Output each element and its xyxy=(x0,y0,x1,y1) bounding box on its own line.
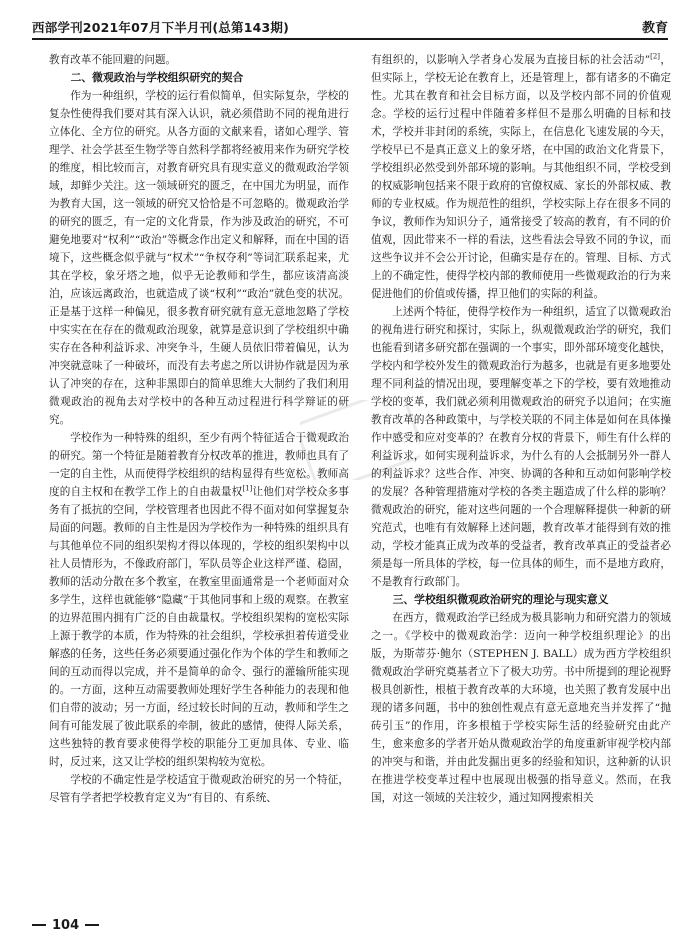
journal-issue-title: 西部学刊2021年07月下半月刊(总第143期) xyxy=(32,20,290,35)
paragraph: 在西方，微观政治学已经成为极具影响力和研究潜力的领域之一。《学校中的微观政治学：迈向一种学校组织理论》的出版，为斯蒂芬·鲍尔（STEPHEN J. BALL）成为西方学校组织微观政治学研究奠基者立下了极大功劳。书中所提到的理论视野极具创新性，根植于教育改革的大环境，也关照了教育发展中出现的诸多问题，书中的独创性观点有意无意地充当并发挥了“抛砖引玉”的作用，许多根植于学校实际生活的经验研究由此产生，愈来愈多的学者开始从微观政治学的角度重新审视学校内部的冲突与和谐，并由此发掘出更多的经验和知识，这种新的认识在推进学校变革过程中也展现出极强的指导意义。然而，在我国，对这一领域的关注较少，通过知网搜索相关 xyxy=(371,612,671,804)
running-header xyxy=(32,16,668,40)
paragraph xyxy=(49,429,349,771)
paragraph-text: 学校作为一种特殊的组织，至少有两个特征适合于微观政治的研究。第一个特征是随着教育分权改革的推进，教师也具有了一定的自主性，从而使得学校组织的结构显得有些宽松。教师高度的自主权和在教学工作上的自由裁量权 xyxy=(49,432,349,498)
paragraph xyxy=(371,51,671,303)
right-column xyxy=(371,51,671,909)
paragraph-text: 让他们对学校众多事务有了抵抗的空间，学校管理者也因此不得不面对如何掌握复杂局面的问题。教师的自主性是因为学校作为一种特殊的组织具有与其他单位不同的组织架构才得以体现的，学校的组织架构中以社人员情形为，不像政府部门，军队员等企业这样严谨、稳固，教师的活动分散在多个教室，在教室里面通常是一个老师面对众多学生，这样也就能够“隐藏”于其他同事和上级的观察。在教室的边界范围内拥有广泛的自由裁量权。学校组织架构的宽松实际上源于教学的本质，作为特殊的社会组织，学校承担着传道受业解惑的任务，这些任务必须要通过强化作为个体的学生和教师之间的互动而得以完成，并不是简单的命令、强行的灌输所能实现的。一方面，这种互动需要教师处理好学生各种能力的表现和他们自带的波动；另一方面，经过较长时间的互动，教师和学生之间有可能发展了彼此联系的牵制，彼此的感情，使得人际关系，这些独特的教育要求使得学校的职能分工更加具体、专业、临时，反过来，这又让学校的组织架构较为宽松。 xyxy=(49,486,349,768)
section-label: 教育 xyxy=(641,21,668,36)
paragraph: 学校的不确定性是学校适宜于微观政治研究的另一个特征，尽管有学者把学校教育定义为“有目的、有系统、 xyxy=(49,774,349,804)
page-footer xyxy=(32,915,99,935)
footer-dash-left xyxy=(32,924,46,926)
paragraph: 作为一种组织，学校的运行看似简单，但实际复杂，学校的复杂性使得我们要对其有深入认识，就必须借助不同的视角进行立体化、全方位的研究。从各方面的文献来看，诸如心理学、管理学、社会学甚至生物学等自然科学都将经被用来作为研究学校的维度，相比较而言，对教育研究具有现实意义的微观政治学领域，却鲜少关注。这一领域研究的匮乏，在中国尤为明显，而作为教育大国，这一领域的研究又恰恰是不可忽略的。微观政治学的研究的匮乏，有一定的文化背景，作为涉及政治的研究，不可避免地要对“权利”“政治”等概念作出定义和解释，而在中国的语境下，这些概念似乎就与“权术”“争权夺利”等词汇联系起来，尤其在学校，象牙塔之地，似乎无论教师和学生，都应该清高淡泊，应该远离政治，也就造成了谈“权利”“政治”就色变的状况。正是基于这样一种偏见，很多教育研究就有意无意地忽略了学校中实实在在存在的微观政治现象，就算是意识到了学校组织中确实存在各种利益诉求、冲突争斗，生硬人员依旧带着偏见，认为冲突就意味了一种破坏，而没有去考虑之所以讲协作就是因为承认了冲突的存在，这种非黑即白的简单思维大大制约了我们利用微观政治的视角去对学校中的各种互动过程进行科学辩证的研究。 xyxy=(49,90,349,426)
left-column xyxy=(49,51,349,909)
section-heading: 三、学校组织微观政治研究的理论与现实意义 xyxy=(392,593,609,606)
page-number: 104 xyxy=(52,917,80,933)
footer-dash-right xyxy=(85,924,99,926)
paragraph: 教育改革不能回避的问题。 xyxy=(49,54,177,66)
citation-marker: [1] xyxy=(242,484,253,493)
citation-marker: [2] xyxy=(650,52,661,61)
paragraph-text: ，但实际上，学校无论在教育上，还是管理上，都有诸多的不确定性。尤其在教育和社会目标方面，以及学校内部不同的价值观念。学校的运行过程中伴随着多样但不是那么明确的目标和技术，学校并非封闭的系统，实际上，在信息化飞速发展的今天，学校早已不是真正意义上的象牙塔，在中国的政治文化背景下，学校组织必然受到外部环境的影响。与其他组织不同，学校受到的权威影响包括来不限于政府的官僚权威、家长的外部权威、教师的专业权威。作为规范性的组织，学校实际上存在很多不同的争议，教师作为知识分子，通常接受了较高的教育，有不同的价值观，因此带来不一样的看法，这些看法会导致不同的争议，而这些争议并不会公开讨论，但确实是存在的。管理、目标、方式上的不确定性，使得学校内部的教师使用一些微观政治的行为来促进他们的价值或传播，捍卫他们的实际的利益。 xyxy=(371,54,671,300)
paragraph-text: 有组织的，以影响入学者身心发展为直接目标的社会活动” xyxy=(371,54,651,66)
section-heading: 二、微观政治与学校组织研究的契合 xyxy=(70,71,244,84)
paragraph: 上述两个特征，使得学校作为一种组织，适宜了以微观政治的视角进行研究和探讨，实际上，纵观微观政治学的研究，我们也能看到诸多研究都在强调的一个事实，即外部环境变化越快，学校内和学校外发生的微观政治行为越多，也就是有更多地要处理不同利益的情况出现，要理解变革之下的学校，要有效地推动学校的变革，我们就必须利用微观政治的研究予以追问；在实施教育改革的各种政策中，与学校关联的不同主体是如何在具体操作中感受和应对变革的？在教育分权的背景下，师生有什么样的利益诉求，如何实现利益诉求，为什么有的人会抵制另外一群人的利益诉求？这些合作、冲突、协调的各种和互动如何影响学校的发展？各种管理措施对学校的各类主题造成了什么样的影响？微观政治的研究，能对这些问题的一个合理解释提供一种新的研究范式，也唯有有效解释上述问题，教育改革才能得到有效的推动，学校才能真正成为改革的受益者，教育改革真正的受益者必须是每一所具体的学校，每一位具体的师生，而不是地方政府，不是教育行政部门。 xyxy=(371,306,671,588)
